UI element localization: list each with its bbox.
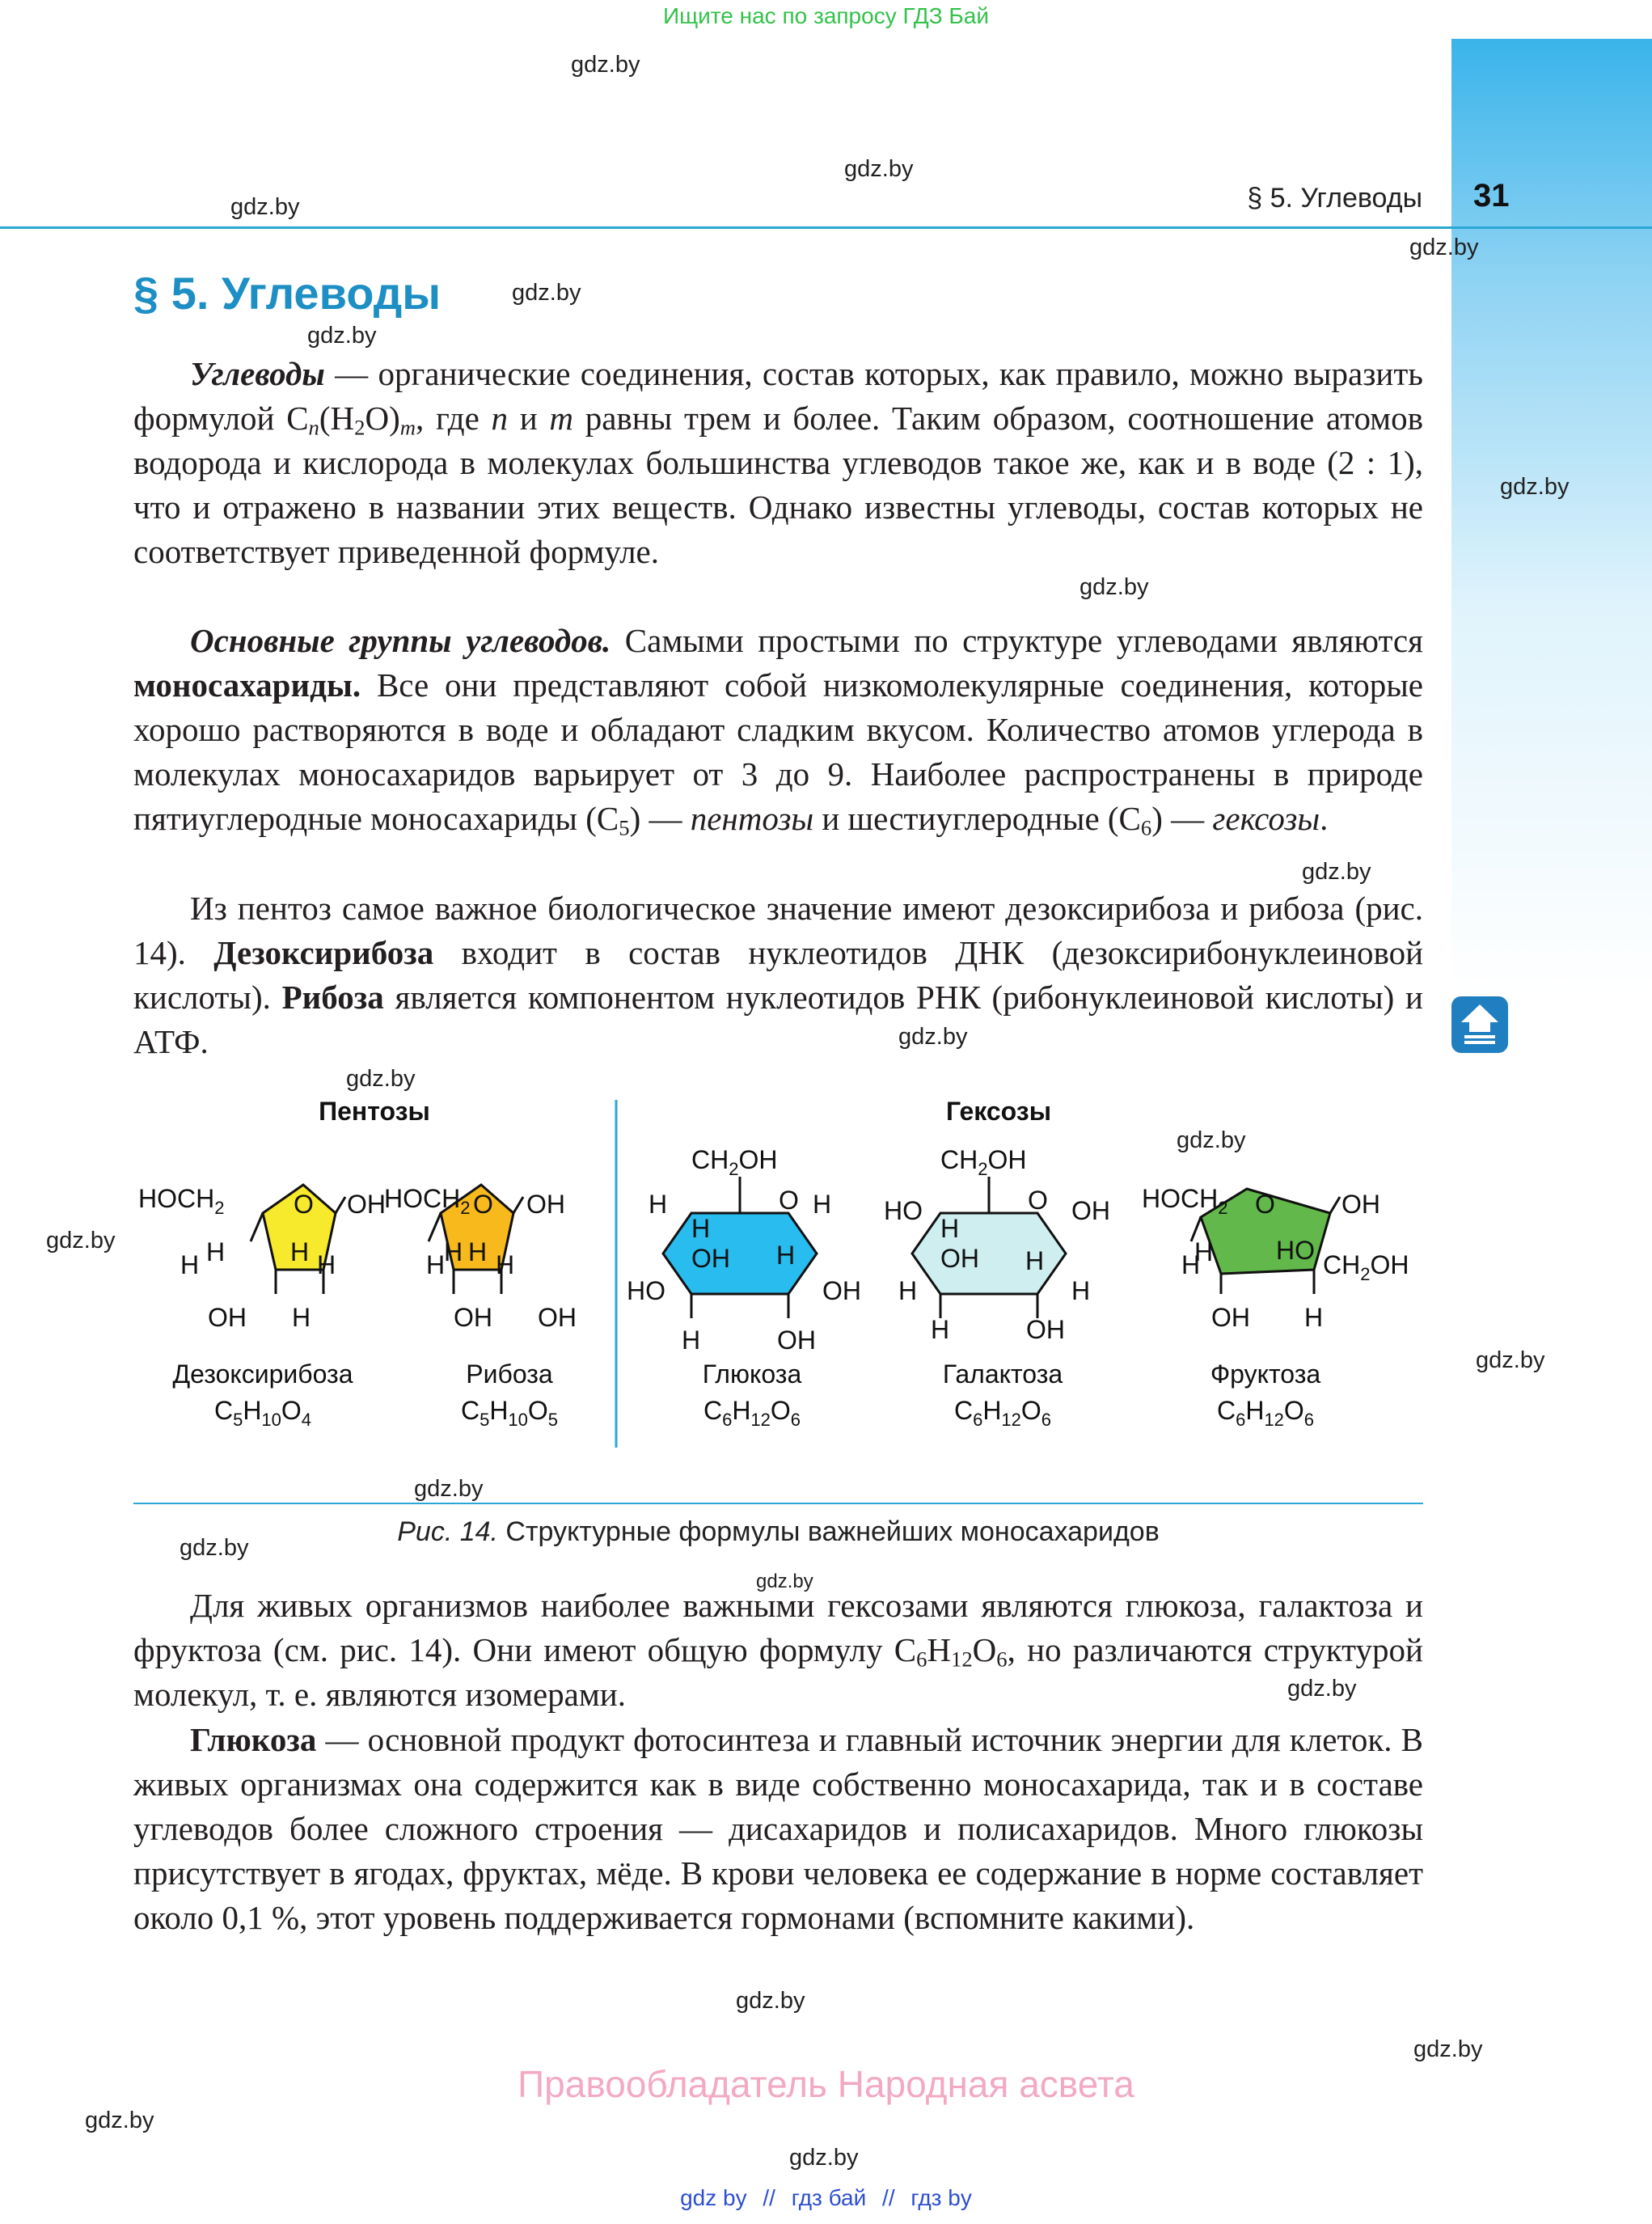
home-nav-button[interactable] bbox=[1451, 996, 1508, 1053]
label-oh: OH bbox=[208, 1303, 247, 1332]
label-h: H bbox=[426, 1250, 446, 1279]
term-ribose: Рибоза bbox=[281, 979, 384, 1016]
label-oh: OH bbox=[822, 1276, 861, 1305]
text: является компонентом нуклеотидов РНК (рибонуклеиновой кислоты) и АТФ. bbox=[133, 979, 1423, 1060]
subscript: m bbox=[399, 415, 416, 440]
term-hexoses: гексозы bbox=[1212, 800, 1320, 837]
subscript: 5 bbox=[619, 815, 630, 840]
label-ch2oh: $CH_2OH$ bbox=[691, 1145, 778, 1179]
paragraph-glucose bbox=[133, 1718, 1423, 1940]
watermark: gdz.by bbox=[571, 52, 640, 78]
link-gdz-bay[interactable]: гдз бай bbox=[791, 2185, 867, 2210]
text: ) — bbox=[1151, 800, 1213, 837]
molecule-formula: $C_5H_{10}O_4$ bbox=[213, 1396, 312, 1430]
label-oh: OH bbox=[1211, 1303, 1250, 1332]
label-ho: HO bbox=[627, 1276, 665, 1305]
label-o: O bbox=[294, 1190, 314, 1219]
subscript: n bbox=[308, 415, 319, 440]
paragraph-pentoses bbox=[133, 886, 1423, 1064]
link-gdz-by[interactable]: gdz by bbox=[680, 2185, 747, 2210]
text: — основной продукт фотосинтеза и главный источник энергии для клеток. В живых организмах она содержится как в виде собственно моносахарида, так и в составе углеводов более сложного строения — дисахаридов и полисахаридов. Много глюкозы присутствует в ягодах, фруктах, мёде. В крови человека ее содержание в норме составляет около 0,1 %, этот уровень поддерживается гормонами (вспомните какими). bbox=[133, 1721, 1423, 1936]
label-h: H bbox=[813, 1190, 832, 1219]
paragraph-main-groups bbox=[133, 619, 1423, 841]
molecule-formula: $C_6H_{12}O_6$ bbox=[703, 1396, 801, 1430]
label-ho: HO bbox=[884, 1196, 923, 1225]
label-h: H bbox=[292, 1303, 311, 1332]
separator: // bbox=[763, 2185, 775, 2210]
top-search-banner: Ищите нас по запросу ГДЗ Бай bbox=[662, 3, 990, 28]
text: H bbox=[927, 1631, 952, 1668]
label-ch2oh: $CH_2OH$ bbox=[1323, 1250, 1409, 1284]
subscript: 12 bbox=[951, 1647, 973, 1672]
label-h: H bbox=[290, 1237, 310, 1266]
molecule-formula: $C_5H_{10}O_5$ bbox=[460, 1396, 559, 1430]
watermark: gdz.by bbox=[307, 323, 377, 349]
group-heading-pentoses: Пентозы bbox=[319, 1097, 430, 1126]
watermark: gdz.by bbox=[789, 2145, 859, 2171]
label-oh: OH bbox=[538, 1303, 577, 1332]
label-h: H bbox=[1025, 1246, 1045, 1275]
group-heading-hexoses: Гексозы bbox=[945, 1097, 1052, 1126]
text: Все они представляют собой низкомолекулярные соединения, которые хорошо растворяются в воде и обладают сладким вкусом. Количество атомов углерода в молекулах моносахаридов варьирует от 3 до 9. Наиболее распространены в природе пятиуглеродные моносахариды (C bbox=[133, 666, 1423, 837]
label-oh: OH bbox=[777, 1326, 816, 1355]
variable: n bbox=[491, 400, 508, 437]
molecule-name: Глюкоза bbox=[702, 1359, 802, 1389]
label-h: H bbox=[496, 1250, 515, 1279]
link-gdz-by-ru[interactable]: гдз by bbox=[911, 2185, 972, 2210]
watermark: gdz.by bbox=[756, 1571, 813, 1592]
label-h: H bbox=[1194, 1237, 1214, 1266]
text: (H bbox=[319, 400, 355, 437]
watermark: gdz.by bbox=[1413, 2036, 1483, 2062]
text: . bbox=[1320, 800, 1329, 837]
watermark: gdz.by bbox=[46, 1228, 116, 1254]
subscript: 2 bbox=[354, 415, 365, 440]
watermark: gdz.by bbox=[512, 280, 581, 306]
molecule-deoxyribose bbox=[138, 1184, 386, 1430]
term-pentoses: пентозы bbox=[690, 800, 814, 837]
watermark: gdz.by bbox=[1476, 1347, 1545, 1373]
subscript: 6 bbox=[996, 1647, 1008, 1672]
term-monosaccharides: моносахариды. bbox=[133, 666, 361, 704]
text: , но различаются структурой молекул, т. е. являются изомерами. bbox=[133, 1631, 1423, 1713]
text: Для живых организмов наиболее важными гексозами являются глюкоза, галактоза и фруктоза (см. рис. 14). Они имеют общую формулу C bbox=[133, 1587, 1423, 1668]
label-h: H bbox=[444, 1237, 463, 1266]
bottom-links bbox=[0, 2185, 1652, 2211]
figure-monosaccharides bbox=[133, 1088, 1423, 1476]
molecule-galactose bbox=[884, 1145, 1110, 1430]
molecule-fructose bbox=[1142, 1184, 1409, 1430]
watermark: gdz.by bbox=[1500, 474, 1570, 500]
label-h: H bbox=[1181, 1250, 1201, 1279]
subheading-main-groups: Основные группы углеводов. bbox=[190, 622, 611, 659]
label-h: H bbox=[898, 1276, 918, 1305]
text: входит в состав нуклеотидов ДНК (дезоксирибонуклеиновой кислоты). bbox=[133, 934, 1424, 1016]
running-header-title: § 5. Углеводы bbox=[1247, 183, 1422, 214]
variable: m bbox=[549, 400, 573, 437]
molecule-name: Дезоксирибоза bbox=[172, 1359, 353, 1389]
label-oh: OH bbox=[691, 1244, 730, 1273]
copyright-notice: Правообладатель Народная асвета bbox=[518, 2063, 1134, 2105]
watermark: gdz.by bbox=[844, 156, 914, 182]
label-h: H bbox=[931, 1315, 950, 1344]
label-ho: HO bbox=[1276, 1236, 1315, 1265]
label-hoch2: $HOCH_2$ bbox=[384, 1184, 471, 1218]
watermark: gdz.by bbox=[1302, 859, 1371, 885]
watermark: gdz.by bbox=[1409, 235, 1479, 260]
separator: // bbox=[882, 2185, 895, 2210]
molecule-name: Рибоза bbox=[466, 1359, 553, 1389]
label-o: O bbox=[1028, 1186, 1048, 1215]
watermark: gdz.by bbox=[346, 1066, 416, 1092]
text: равны трем и более. Таким образом, соотношение атомов водорода и кислорода в молекулах большинства углеводов такое же, как и в воде (2 : 1), что и отражено в названии этих веществ. Однако известны углеводы, состав которых не соответствует приведенной формуле. bbox=[133, 400, 1423, 570]
label-h: H bbox=[940, 1214, 960, 1243]
watermark: gdz.by bbox=[1080, 574, 1149, 600]
label-hoch2: $HOCH_2$ bbox=[1142, 1184, 1228, 1218]
label-oh: OH bbox=[347, 1190, 386, 1219]
text: Самыми простыми по структуре углеводами являются bbox=[611, 622, 1423, 659]
molecule-ribose bbox=[384, 1184, 577, 1430]
term-carbohydrates: Углеводы bbox=[190, 355, 325, 392]
label-h: H bbox=[1071, 1276, 1091, 1305]
label-oh: OH bbox=[940, 1244, 979, 1273]
text: и шестиуглеродные (C bbox=[813, 800, 1141, 837]
label-oh: OH bbox=[454, 1303, 492, 1332]
watermark: gdz.by bbox=[1177, 1127, 1246, 1153]
label-oh: OH bbox=[1071, 1196, 1110, 1225]
label-h: H bbox=[180, 1250, 200, 1279]
figure-rule bbox=[133, 1503, 1423, 1504]
molecule-name: Галактоза bbox=[942, 1359, 1063, 1389]
label-oh: OH bbox=[1341, 1190, 1380, 1219]
label-h: H bbox=[317, 1250, 336, 1279]
paragraph-hexoses bbox=[133, 1583, 1423, 1717]
label-oh: OH bbox=[1026, 1315, 1065, 1344]
watermark: gdz.by bbox=[736, 1988, 805, 2014]
text: , где bbox=[415, 400, 492, 437]
label-o: O bbox=[473, 1190, 493, 1219]
watermark: gdz.by bbox=[230, 194, 300, 220]
term-glucose: Глюкоза bbox=[190, 1721, 317, 1758]
section-title: § 5. Углеводы bbox=[133, 268, 442, 319]
label-h: H bbox=[649, 1190, 668, 1219]
text: O bbox=[972, 1631, 997, 1668]
text: Из пентоз самое важное биологическое значение имеют дезоксирибоза и рибоза (рис. 14). bbox=[133, 890, 1423, 971]
text: O) bbox=[365, 400, 400, 437]
page-number: 31 bbox=[1473, 178, 1510, 214]
label-h: H bbox=[206, 1237, 226, 1266]
watermark: gdz.by bbox=[85, 2108, 154, 2133]
header-rule bbox=[0, 226, 1652, 229]
watermark: gdz.by bbox=[414, 1476, 484, 1502]
text: — органические соединения, состав которых, как правило, можно выразить формулой C bbox=[133, 355, 1423, 437]
label-h: H bbox=[1304, 1303, 1324, 1332]
molecule-formula: $C_6H_{12}O_6$ bbox=[953, 1396, 1052, 1430]
label-o: O bbox=[779, 1186, 799, 1215]
subscript: 6 bbox=[916, 1647, 927, 1672]
label-h: H bbox=[776, 1241, 796, 1270]
label-h: H bbox=[682, 1326, 701, 1355]
home-up-icon bbox=[1451, 996, 1508, 1053]
label-h: H bbox=[691, 1214, 711, 1243]
label-oh: OH bbox=[526, 1190, 565, 1219]
paragraph-definition bbox=[133, 352, 1423, 574]
figure-caption bbox=[133, 1516, 1423, 1548]
label-o: O bbox=[1255, 1190, 1275, 1219]
term-deoxyribose: Дезоксирибоза bbox=[213, 934, 434, 971]
subscript: 6 bbox=[1140, 815, 1152, 840]
molecule-formula: $C_6H_{12}O_6$ bbox=[1216, 1396, 1315, 1430]
text: и bbox=[508, 400, 550, 437]
molecule-name: Фруктоза bbox=[1210, 1359, 1321, 1389]
watermark: gdz.by bbox=[1287, 1676, 1357, 1702]
label-hoch2: $HOCH_2$ bbox=[138, 1184, 225, 1218]
label-ch2oh: $CH_2OH$ bbox=[940, 1145, 1027, 1179]
watermark: gdz.by bbox=[898, 1024, 968, 1050]
figure-caption-label: Рис. 14. bbox=[397, 1516, 498, 1547]
label-h: H bbox=[468, 1237, 488, 1266]
watermark: gdz.by bbox=[180, 1535, 249, 1561]
figure-caption-text: Структурные формулы важнейших моносахаридов bbox=[497, 1516, 1160, 1547]
molecule-glucose bbox=[627, 1145, 861, 1430]
text: ) — bbox=[629, 800, 691, 837]
